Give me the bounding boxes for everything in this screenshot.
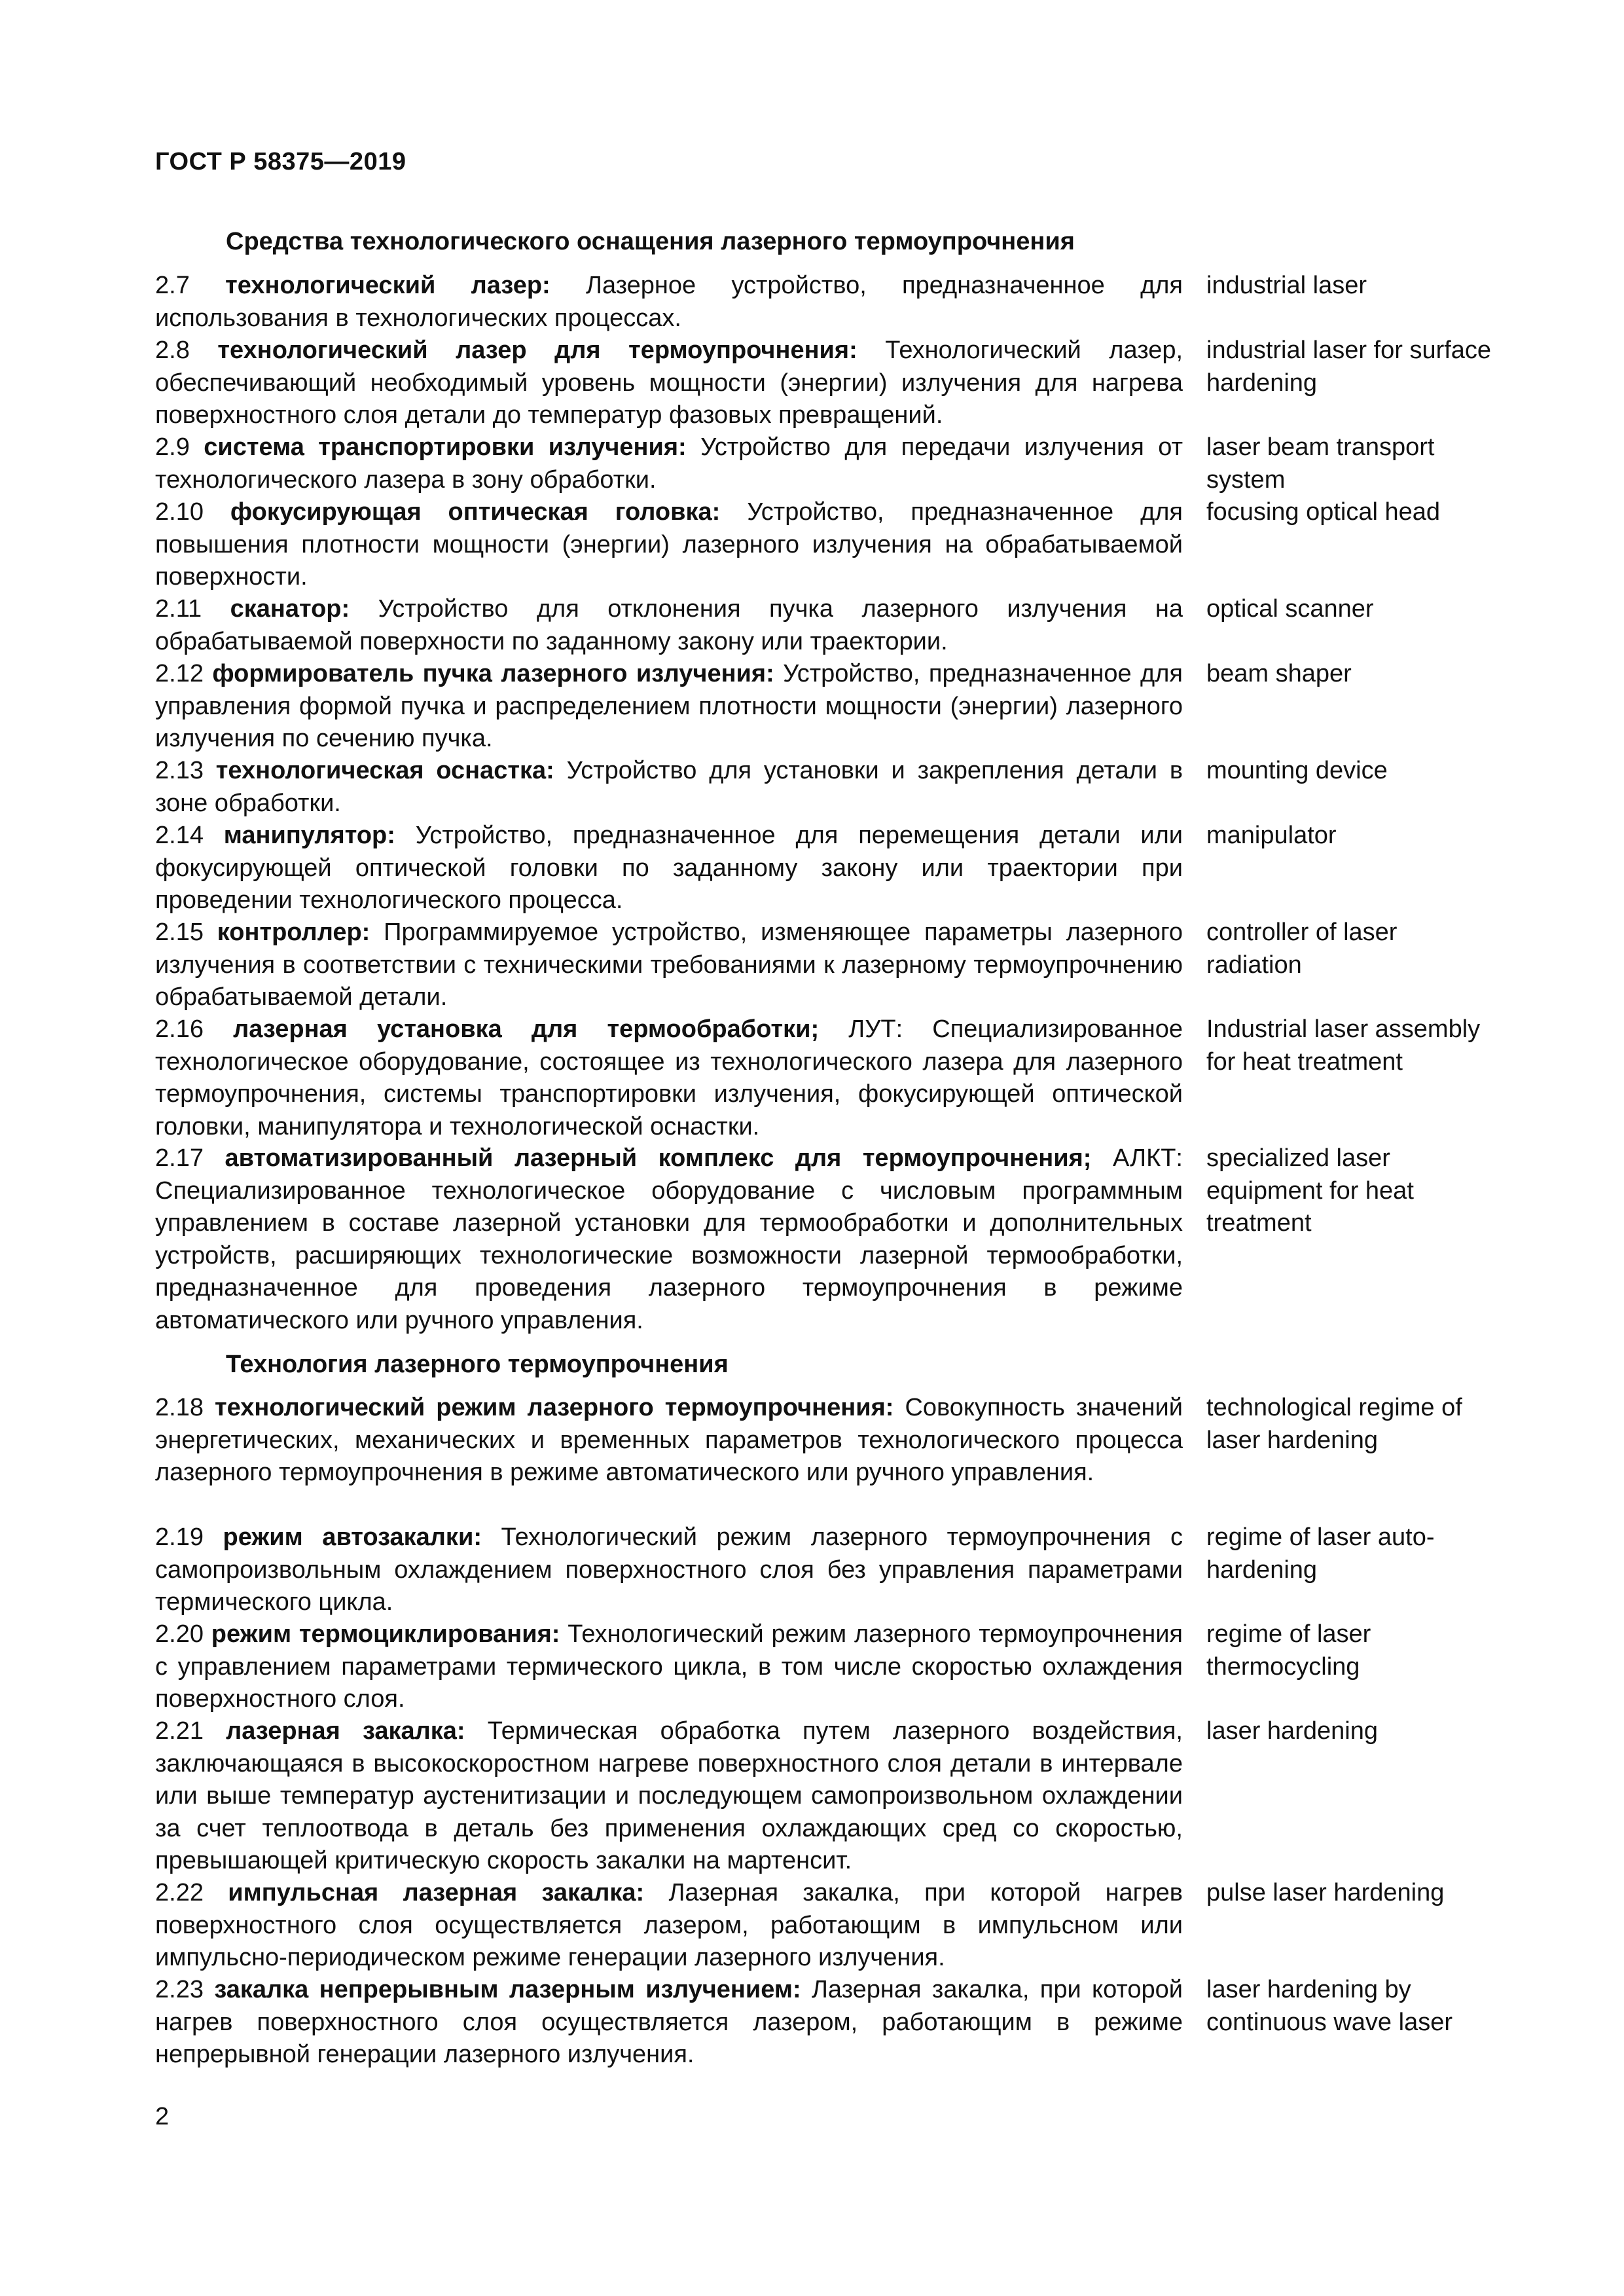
entry-term: закалка непрерывным лазерным излучением: [214, 1976, 801, 2003]
entry-number: 2.14 [155, 822, 204, 849]
entry-number: 2.13 [155, 757, 204, 784]
entry-definition: Устройство для отклонения пучка лазерного излучения на обрабатываемой поверхности по заданному закону или траектории. [155, 595, 1183, 655]
entry-definition: Устройство, предназначенное для перемещения детали или фокусирующей оптической головки по заданному закону или траектории при проведении технологического процесса. [155, 822, 1183, 914]
entry-term: технологическая оснастка: [215, 757, 554, 784]
entry-english-term: optical scanner [1206, 595, 1374, 623]
entry-term: формирователь пучка лазерного излучения: [212, 660, 774, 687]
entry-term: режим автозакалки: [223, 1523, 482, 1551]
entry-number: 2.11 [155, 595, 202, 623]
entry-english-term: laser hardening [1206, 1717, 1378, 1745]
term-entry [155, 431, 1490, 496]
entry-definition: Термическая обработка путем лазерного воздействия, заключающаяся в высокоскоростном нагреве поверхностного слоя детали в интервале или выше температур аустенитизации и последующем самопроизвольном охлаждении за счет теплоотвода в деталь без применения охлаждающих сред со скоростью, превышающей критическую скорость закалки на мартенсит. [155, 1717, 1183, 1874]
entry-definition: Лазерное устройство, предназначенное для использования в технологических процессах. [155, 272, 1183, 332]
entry-definition: Устройство, предназначенное для повышения плотности мощности (энергии) лазерного излучения на обрабатываемой поверхности. [155, 498, 1183, 591]
section-heading-equipment: Средства технологического оснащения лазерного термоупрочнения [226, 228, 1075, 255]
entry-number: 2.10 [155, 498, 204, 526]
entry-number: 2.16 [155, 1015, 204, 1043]
entry-number: 2.8 [155, 337, 190, 364]
entry-definition-block [155, 1618, 1183, 1716]
entry-number: 2.12 [155, 660, 204, 687]
entry-english-term: specialized laser equipment for heat treatment [1206, 1144, 1414, 1237]
entry-definition-block [155, 1877, 1183, 1975]
entry-number: 2.23 [155, 1976, 204, 2003]
entry-definition: Устройство, предназначенное для управления формой пучка и распределением плотности мощности (энергии) лазерного излучения по сечению пучка. [155, 660, 1183, 752]
term-entry [155, 820, 1490, 917]
term-entry [155, 1013, 1490, 1143]
entry-number: 2.20 [155, 1620, 204, 1648]
entry-definition-block [155, 1715, 1183, 1878]
term-entry [155, 755, 1490, 820]
document-header: ГОСТ Р 58375—2019 [155, 148, 406, 175]
term-entry [155, 1392, 1490, 1489]
entry-english-term: laser hardening by continuous wave laser [1206, 1976, 1453, 2036]
entry-term: манипулятор: [223, 822, 395, 849]
entry-term: режим термоциклирования: [211, 1620, 560, 1648]
entry-definition-block [155, 593, 1183, 658]
entry-definition-block [155, 431, 1183, 496]
entry-definition: ЛУТ: Специализированное технологическое оборудование, состоящее из технологического лазера для лазерного термоупрочнения, системы транспортировки излучения, фокусирующей оптической головки, манипулятора и технологической оснастки. [155, 1015, 1183, 1140]
entry-term: фокусирующая оптическая головка: [230, 498, 721, 526]
entry-definition-block [155, 1013, 1183, 1143]
entry-english-term: laser beam transport system [1206, 433, 1435, 494]
page-number: 2 [155, 2103, 170, 2130]
term-entry [155, 917, 1490, 1014]
entry-term: сканатор: [230, 595, 350, 623]
entry-number: 2.18 [155, 1394, 204, 1421]
entry-number: 2.17 [155, 1144, 204, 1172]
entry-english-term: industrial laser [1206, 272, 1367, 299]
entry-english-term: controller of laser radiation [1206, 919, 1398, 979]
entry-definition: Лазерная закалка, при которой нагрев поверхностного слоя осуществляется лазером, работающим в режиме непрерывной генерации лазерного излучения. [155, 1976, 1183, 2068]
entry-number: 2.9 [155, 433, 190, 461]
entry-definition-block [155, 820, 1183, 917]
entry-definition: АЛКТ: Специализированное технологическое оборудование с числовым программным управлением в составе лазерной установки для термообработки и дополнительных устройств, расширяющих технологические возможности лазерной термообработки, предназначенное для проведения лазерного термоупрочнения в режиме автоматического или ручного управления. [155, 1144, 1183, 1334]
entry-definition-block [155, 1522, 1183, 1619]
entry-term: импульсная лазерная закалка: [228, 1879, 645, 1906]
term-entry [155, 1715, 1490, 1878]
entry-definition-block [155, 335, 1183, 432]
entry-term: лазерная установка для термообработки; [233, 1015, 820, 1043]
entry-term: лазерная закалка: [226, 1717, 465, 1745]
entry-definition-block [155, 1142, 1183, 1337]
term-entry [155, 1522, 1490, 1619]
entry-english-term: manipulator [1206, 822, 1337, 849]
entry-definition-block [155, 496, 1183, 594]
entry-term: технологический лазер: [225, 272, 550, 299]
term-entry [155, 1142, 1490, 1337]
term-entry [155, 658, 1490, 756]
entry-term: автоматизированный лазерный комплекс для термоупрочнения; [225, 1144, 1092, 1172]
entry-definition: Программируемое устройство, изменяющее параметры лазерного излучения в соответствии с техническими требованиями к лазерному термоупрочнению обрабатываемой детали. [155, 919, 1183, 1011]
entry-english-term: mounting device [1206, 757, 1388, 784]
entry-definition: Технологический режим лазерного термоупрочнения с самопроизвольным охлаждением поверхностного слоя без управления параметрами термического цикла. [155, 1523, 1183, 1616]
entry-term: технологический режим лазерного термоупрочнения: [215, 1394, 894, 1421]
entry-definition-block [155, 1392, 1183, 1489]
term-entry [155, 593, 1490, 658]
section-heading-technology: Технология лазерного термоупрочнения [226, 1351, 729, 1378]
entry-number: 2.15 [155, 919, 204, 946]
term-entry [155, 1974, 1490, 2071]
entry-definition-block [155, 270, 1183, 335]
term-entry [155, 335, 1490, 432]
entry-english-term: Industrial laser assembly for heat treatment [1206, 1015, 1481, 1076]
entry-definition: Устройство для установки и закрепления детали в зоне обработки. [155, 757, 1183, 817]
entry-definition-block [155, 658, 1183, 756]
entry-term: контроллер: [217, 919, 370, 946]
entry-definition: Устройство для передачи излучения от технологического лазера в зону обработки. [155, 433, 1183, 494]
entry-definition: Лазерная закалка, при которой нагрев поверхностного слоя осуществляется лазером, работающим в импульсном или импульсно-периодическом режиме генерации лазерного излучения. [155, 1879, 1183, 1971]
entry-english-term: focusing optical head [1206, 498, 1441, 526]
entry-english-term: regime of laser thermocycling [1206, 1620, 1371, 1681]
entry-english-term: beam shaper [1206, 660, 1352, 687]
entry-definition-block [155, 1974, 1183, 2071]
term-entry [155, 496, 1490, 594]
entry-term: технологический лазер для термоупрочнения: [217, 337, 857, 364]
entry-definition: Технологический лазер, обеспечивающий необходимый уровень мощности (энергии) излучения для нагрева поверхностного слоя детали до температур фазовых превращений. [155, 337, 1183, 429]
term-entry [155, 1877, 1490, 1975]
entry-number: 2.7 [155, 272, 190, 299]
entry-definition: Совокупность значений энергетических, механических и временных параметров технологического процесса лазерного термоупрочнения в режиме автоматического или ручного управления. [155, 1394, 1183, 1486]
entry-english-term: regime of laser auto-hardening [1206, 1523, 1435, 1584]
entry-english-term: industrial laser for surface hardening [1206, 337, 1492, 397]
entry-definition-block [155, 755, 1183, 820]
term-entry [155, 1618, 1490, 1716]
entry-number: 2.22 [155, 1879, 204, 1906]
entry-number: 2.19 [155, 1523, 204, 1551]
entry-number: 2.21 [155, 1717, 204, 1745]
entry-definition-block [155, 917, 1183, 1014]
term-entry [155, 270, 1490, 335]
entry-term: система транспортировки излучения: [204, 433, 687, 461]
entry-english-term: pulse laser hardening [1206, 1879, 1445, 1906]
entry-english-term: technological regime of laser hardening [1206, 1394, 1462, 1454]
entry-definition: Технологический режим лазерного термоупрочнения с управлением параметрами термического цикла, в том числе скоростью охлаждения поверхностного слоя. [155, 1620, 1183, 1713]
